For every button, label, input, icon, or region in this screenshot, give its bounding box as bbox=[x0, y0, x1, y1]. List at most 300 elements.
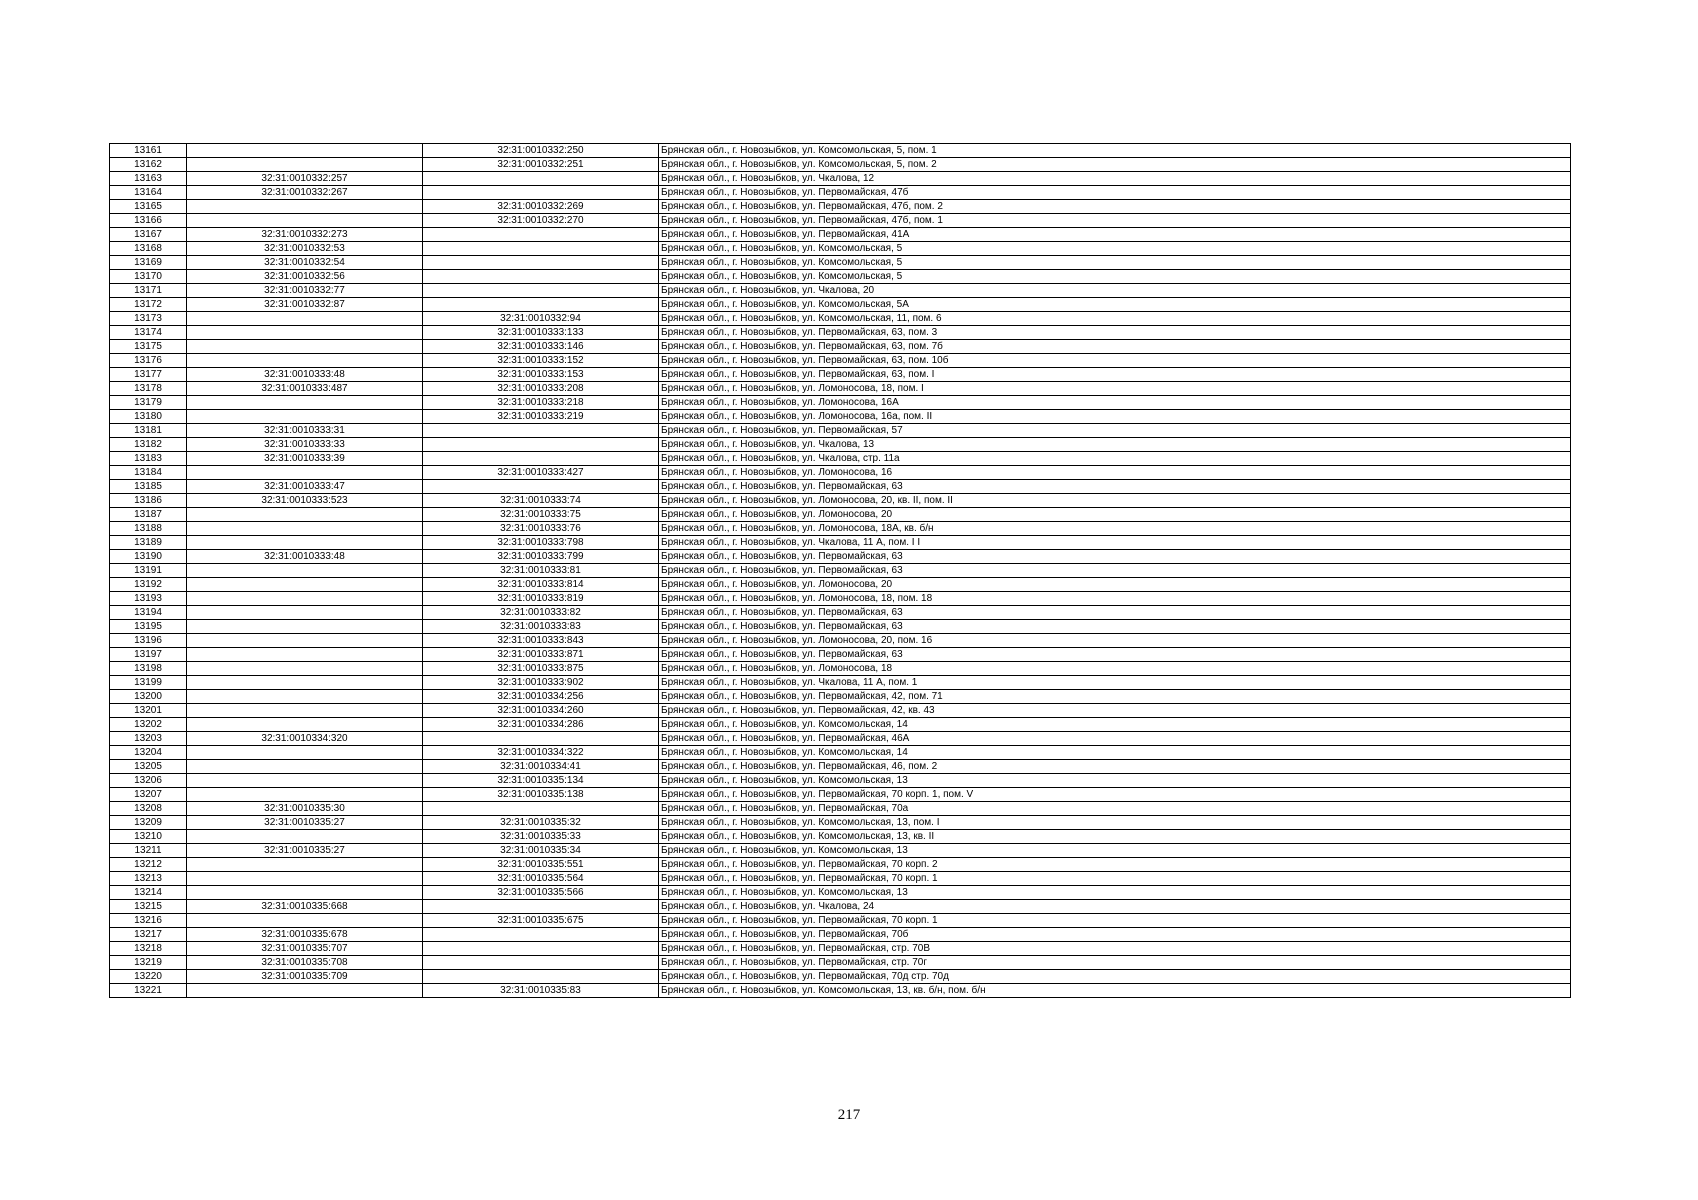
related-cadastral-number-cell: 32:31:0010333:875 bbox=[423, 662, 659, 676]
address-cell: Брянская обл., г. Новозыбков, ул. Чкалова, 11 А, пом. 1 bbox=[659, 676, 1571, 690]
cadastral-number-cell bbox=[187, 312, 423, 326]
row-number-cell: 13165 bbox=[110, 200, 187, 214]
related-cadastral-number-cell bbox=[423, 900, 659, 914]
cadastral-number-cell bbox=[187, 774, 423, 788]
cadastral-number-cell: 32:31:0010335:30 bbox=[187, 802, 423, 816]
address-cell: Брянская обл., г. Новозыбков, ул. Комсомольская, 13, кв. II bbox=[659, 830, 1571, 844]
related-cadastral-number-cell: 32:31:0010333:814 bbox=[423, 578, 659, 592]
row-number-cell: 13217 bbox=[110, 928, 187, 942]
address-cell: Брянская обл., г. Новозыбков, ул. Первомайская, 63, пом. 3 bbox=[659, 326, 1571, 340]
row-number-cell: 13213 bbox=[110, 872, 187, 886]
related-cadastral-number-cell: 32:31:0010334:256 bbox=[423, 690, 659, 704]
related-cadastral-number-cell: 32:31:0010333:74 bbox=[423, 494, 659, 508]
row-number-cell: 13169 bbox=[110, 256, 187, 270]
address-cell: Брянская обл., г. Новозыбков, ул. Первомайская, 42, кв. 43 bbox=[659, 704, 1571, 718]
table-row bbox=[110, 984, 1571, 998]
address-cell: Брянская обл., г. Новозыбков, ул. Первомайская, 63 bbox=[659, 550, 1571, 564]
related-cadastral-number-cell: 32:31:0010333:208 bbox=[423, 382, 659, 396]
row-number-cell: 13211 bbox=[110, 844, 187, 858]
row-number-cell: 13161 bbox=[110, 144, 187, 158]
related-cadastral-number-cell: 32:31:0010333:427 bbox=[423, 466, 659, 480]
table-row bbox=[110, 312, 1571, 326]
cadastral-number-cell: 32:31:0010332:56 bbox=[187, 270, 423, 284]
related-cadastral-number-cell bbox=[423, 424, 659, 438]
table-row bbox=[110, 718, 1571, 732]
related-cadastral-number-cell: 32:31:0010333:218 bbox=[423, 396, 659, 410]
row-number-cell: 13193 bbox=[110, 592, 187, 606]
cadastral-number-cell bbox=[187, 410, 423, 424]
row-number-cell: 13190 bbox=[110, 550, 187, 564]
row-number-cell: 13186 bbox=[110, 494, 187, 508]
address-cell: Брянская обл., г. Новозыбков, ул. Первомайская, стр. 70г bbox=[659, 956, 1571, 970]
row-number-cell: 13209 bbox=[110, 816, 187, 830]
related-cadastral-number-cell: 32:31:0010332:270 bbox=[423, 214, 659, 228]
address-cell: Брянская обл., г. Новозыбков, ул. Ломоносова, 16 bbox=[659, 466, 1571, 480]
table-row bbox=[110, 508, 1571, 522]
row-number-cell: 13191 bbox=[110, 564, 187, 578]
address-cell: Брянская обл., г. Новозыбков, ул. Ломоносова, 18А, кв. б/н bbox=[659, 522, 1571, 536]
table-row bbox=[110, 536, 1571, 550]
table-row bbox=[110, 340, 1571, 354]
cadastral-number-cell: 32:31:0010335:708 bbox=[187, 956, 423, 970]
table-row bbox=[110, 592, 1571, 606]
row-number-cell: 13219 bbox=[110, 956, 187, 970]
address-cell: Брянская обл., г. Новозыбков, ул. Чкалова, 13 bbox=[659, 438, 1571, 452]
row-number-cell: 13175 bbox=[110, 340, 187, 354]
cadastral-number-cell bbox=[187, 760, 423, 774]
cadastral-number-cell bbox=[187, 872, 423, 886]
related-cadastral-number-cell bbox=[423, 228, 659, 242]
table-row bbox=[110, 788, 1571, 802]
address-cell: Брянская обл., г. Новозыбков, ул. Ломоносова, 16А bbox=[659, 396, 1571, 410]
cadastral-number-cell: 32:31:0010335:678 bbox=[187, 928, 423, 942]
row-number-cell: 13194 bbox=[110, 606, 187, 620]
cadastral-number-cell bbox=[187, 564, 423, 578]
cadastral-number-cell bbox=[187, 508, 423, 522]
table-row bbox=[110, 620, 1571, 634]
related-cadastral-number-cell bbox=[423, 270, 659, 284]
table-row bbox=[110, 242, 1571, 256]
related-cadastral-number-cell: 32:31:0010333:75 bbox=[423, 508, 659, 522]
address-cell: Брянская обл., г. Новозыбков, ул. Комсомольская, 5, пом. 1 bbox=[659, 144, 1571, 158]
row-number-cell: 13176 bbox=[110, 354, 187, 368]
table-row bbox=[110, 256, 1571, 270]
row-number-cell: 13208 bbox=[110, 802, 187, 816]
cadastral-number-cell: 32:31:0010332:257 bbox=[187, 172, 423, 186]
address-cell: Брянская обл., г. Новозыбков, ул. Ломоносова, 20 bbox=[659, 578, 1571, 592]
address-cell: Брянская обл., г. Новозыбков, ул. Комсомольская, 13, пом. I bbox=[659, 816, 1571, 830]
cadastral-number-cell bbox=[187, 704, 423, 718]
cadastral-number-cell bbox=[187, 718, 423, 732]
address-cell: Брянская обл., г. Новозыбков, ул. Первомайская, 70а bbox=[659, 802, 1571, 816]
row-number-cell: 13188 bbox=[110, 522, 187, 536]
address-cell: Брянская обл., г. Новозыбков, ул. Ломоносова, 18 bbox=[659, 662, 1571, 676]
table-row bbox=[110, 942, 1571, 956]
related-cadastral-number-cell: 32:31:0010335:32 bbox=[423, 816, 659, 830]
row-number-cell: 13204 bbox=[110, 746, 187, 760]
table-row bbox=[110, 494, 1571, 508]
address-cell: Брянская обл., г. Новозыбков, ул. Первомайская, 70 корп. 1 bbox=[659, 872, 1571, 886]
related-cadastral-number-cell bbox=[423, 942, 659, 956]
table-row bbox=[110, 956, 1571, 970]
related-cadastral-number-cell: 32:31:0010333:146 bbox=[423, 340, 659, 354]
address-cell: Брянская обл., г. Новозыбков, ул. Первомайская, 47б, пом. 1 bbox=[659, 214, 1571, 228]
related-cadastral-number-cell: 32:31:0010335:564 bbox=[423, 872, 659, 886]
related-cadastral-number-cell bbox=[423, 284, 659, 298]
table-row bbox=[110, 578, 1571, 592]
cadastral-number-cell bbox=[187, 200, 423, 214]
table-row bbox=[110, 480, 1571, 494]
related-cadastral-number-cell: 32:31:0010335:33 bbox=[423, 830, 659, 844]
related-cadastral-number-cell: 32:31:0010333:81 bbox=[423, 564, 659, 578]
row-number-cell: 13216 bbox=[110, 914, 187, 928]
cadastral-number-cell bbox=[187, 648, 423, 662]
address-cell: Брянская обл., г. Новозыбков, ул. Ломоносова, 18, пом. 18 bbox=[659, 592, 1571, 606]
table-row bbox=[110, 774, 1571, 788]
table-row bbox=[110, 886, 1571, 900]
cadastral-number-cell: 32:31:0010333:31 bbox=[187, 424, 423, 438]
related-cadastral-number-cell: 32:31:0010334:286 bbox=[423, 718, 659, 732]
related-cadastral-number-cell: 32:31:0010335:34 bbox=[423, 844, 659, 858]
related-cadastral-number-cell: 32:31:0010332:94 bbox=[423, 312, 659, 326]
cadastral-number-cell: 32:31:0010333:39 bbox=[187, 452, 423, 466]
address-cell: Брянская обл., г. Новозыбков, ул. Чкалова, 20 bbox=[659, 284, 1571, 298]
cadastral-number-cell bbox=[187, 578, 423, 592]
row-number-cell: 13202 bbox=[110, 718, 187, 732]
related-cadastral-number-cell: 32:31:0010335:675 bbox=[423, 914, 659, 928]
row-number-cell: 13164 bbox=[110, 186, 187, 200]
row-number-cell: 13183 bbox=[110, 452, 187, 466]
related-cadastral-number-cell: 32:31:0010334:322 bbox=[423, 746, 659, 760]
row-number-cell: 13207 bbox=[110, 788, 187, 802]
table-row bbox=[110, 648, 1571, 662]
row-number-cell: 13185 bbox=[110, 480, 187, 494]
cadastral-number-cell: 32:31:0010333:487 bbox=[187, 382, 423, 396]
table-row bbox=[110, 662, 1571, 676]
address-cell: Брянская обл., г. Новозыбков, ул. Комсомольская, 13, кв. б/н, пом. б/н bbox=[659, 984, 1571, 998]
cadastral-number-cell bbox=[187, 522, 423, 536]
table-row bbox=[110, 214, 1571, 228]
address-cell: Брянская обл., г. Новозыбков, ул. Первомайская, 41А bbox=[659, 228, 1571, 242]
address-cell: Брянская обл., г. Новозыбков, ул. Первомайская, 47б bbox=[659, 186, 1571, 200]
address-cell: Брянская обл., г. Новозыбков, ул. Первомайская, 42, пом. 71 bbox=[659, 690, 1571, 704]
cadastral-number-cell: 32:31:0010335:27 bbox=[187, 844, 423, 858]
row-number-cell: 13198 bbox=[110, 662, 187, 676]
related-cadastral-number-cell bbox=[423, 480, 659, 494]
row-number-cell: 13215 bbox=[110, 900, 187, 914]
address-cell: Брянская обл., г. Новозыбков, ул. Первомайская, 70б bbox=[659, 928, 1571, 942]
row-number-cell: 13177 bbox=[110, 368, 187, 382]
table-row bbox=[110, 816, 1571, 830]
cadastral-number-cell: 32:31:0010335:668 bbox=[187, 900, 423, 914]
related-cadastral-number-cell: 32:31:0010333:843 bbox=[423, 634, 659, 648]
row-number-cell: 13170 bbox=[110, 270, 187, 284]
cadastral-number-cell: 32:31:0010334:320 bbox=[187, 732, 423, 746]
table-row bbox=[110, 354, 1571, 368]
cadastral-number-cell: 32:31:0010333:47 bbox=[187, 480, 423, 494]
table-row bbox=[110, 452, 1571, 466]
table-row bbox=[110, 200, 1571, 214]
cadastral-number-cell bbox=[187, 886, 423, 900]
address-cell: Брянская обл., г. Новозыбков, ул. Первомайская, стр. 70В bbox=[659, 942, 1571, 956]
row-number-cell: 13166 bbox=[110, 214, 187, 228]
row-number-cell: 13167 bbox=[110, 228, 187, 242]
table-row bbox=[110, 270, 1571, 284]
table-row bbox=[110, 284, 1571, 298]
row-number-cell: 13197 bbox=[110, 648, 187, 662]
address-cell: Брянская обл., г. Новозыбков, ул. Комсомольская, 5 bbox=[659, 270, 1571, 284]
table-row bbox=[110, 844, 1571, 858]
address-cell: Брянская обл., г. Новозыбков, ул. Ломоносова, 20 bbox=[659, 508, 1571, 522]
cadastral-number-cell bbox=[187, 690, 423, 704]
cadastral-number-cell bbox=[187, 634, 423, 648]
table-row bbox=[110, 676, 1571, 690]
address-cell: Брянская обл., г. Новозыбков, ул. Первомайская, 57 bbox=[659, 424, 1571, 438]
row-number-cell: 13178 bbox=[110, 382, 187, 396]
cadastral-number-cell: 32:31:0010332:54 bbox=[187, 256, 423, 270]
cadastral-number-cell bbox=[187, 788, 423, 802]
address-cell: Брянская обл., г. Новозыбков, ул. Ломоносова, 20, пом. 16 bbox=[659, 634, 1571, 648]
address-cell: Брянская обл., г. Новозыбков, ул. Чкалова, 12 bbox=[659, 172, 1571, 186]
related-cadastral-number-cell bbox=[423, 172, 659, 186]
related-cadastral-number-cell: 32:31:0010333:871 bbox=[423, 648, 659, 662]
cadastral-number-cell: 32:31:0010335:707 bbox=[187, 942, 423, 956]
related-cadastral-number-cell: 32:31:0010334:41 bbox=[423, 760, 659, 774]
row-number-cell: 13220 bbox=[110, 970, 187, 984]
address-cell: Брянская обл., г. Новозыбков, ул. Чкалова, 24 bbox=[659, 900, 1571, 914]
address-cell: Брянская обл., г. Новозыбков, ул. Чкалова, 11 А, пом. I I bbox=[659, 536, 1571, 550]
row-number-cell: 13196 bbox=[110, 634, 187, 648]
cadastral-number-cell bbox=[187, 858, 423, 872]
table-row bbox=[110, 704, 1571, 718]
row-number-cell: 13200 bbox=[110, 690, 187, 704]
address-cell: Брянская обл., г. Новозыбков, ул. Чкалова, стр. 11а bbox=[659, 452, 1571, 466]
registry-table bbox=[109, 143, 1571, 998]
row-number-cell: 13163 bbox=[110, 172, 187, 186]
table-row bbox=[110, 690, 1571, 704]
table-row bbox=[110, 746, 1571, 760]
related-cadastral-number-cell: 32:31:0010333:133 bbox=[423, 326, 659, 340]
cadastral-number-cell bbox=[187, 340, 423, 354]
cadastral-number-cell bbox=[187, 396, 423, 410]
table-row bbox=[110, 410, 1571, 424]
related-cadastral-number-cell bbox=[423, 732, 659, 746]
row-number-cell: 13162 bbox=[110, 158, 187, 172]
address-cell: Брянская обл., г. Новозыбков, ул. Ломоносова, 20, кв. II, пом. II bbox=[659, 494, 1571, 508]
cadastral-number-cell: 32:31:0010335:709 bbox=[187, 970, 423, 984]
related-cadastral-number-cell bbox=[423, 298, 659, 312]
table-row bbox=[110, 970, 1571, 984]
row-number-cell: 13210 bbox=[110, 830, 187, 844]
address-cell: Брянская обл., г. Новозыбков, ул. Комсомольская, 5А bbox=[659, 298, 1571, 312]
cadastral-number-cell bbox=[187, 326, 423, 340]
address-cell: Брянская обл., г. Новозыбков, ул. Комсомольская, 13 bbox=[659, 886, 1571, 900]
row-number-cell: 13214 bbox=[110, 886, 187, 900]
related-cadastral-number-cell bbox=[423, 802, 659, 816]
address-cell: Брянская обл., г. Новозыбков, ул. Комсомольская, 11, пом. 6 bbox=[659, 312, 1571, 326]
cadastral-number-cell bbox=[187, 676, 423, 690]
row-number-cell: 13199 bbox=[110, 676, 187, 690]
cadastral-number-cell: 32:31:0010333:33 bbox=[187, 438, 423, 452]
address-cell: Брянская обл., г. Новозыбков, ул. Комсомольская, 5 bbox=[659, 242, 1571, 256]
address-cell: Брянская обл., г. Новозыбков, ул. Комсомольская, 14 bbox=[659, 746, 1571, 760]
cadastral-number-cell bbox=[187, 620, 423, 634]
cadastral-number-cell: 32:31:0010333:523 bbox=[187, 494, 423, 508]
row-number-cell: 13221 bbox=[110, 984, 187, 998]
cadastral-number-cell bbox=[187, 354, 423, 368]
address-cell: Брянская обл., г. Новозыбков, ул. Первомайская, 63 bbox=[659, 620, 1571, 634]
table-row bbox=[110, 858, 1571, 872]
table-row bbox=[110, 368, 1571, 382]
row-number-cell: 13192 bbox=[110, 578, 187, 592]
cadastral-number-cell: 32:31:0010332:273 bbox=[187, 228, 423, 242]
registry-table-body bbox=[110, 144, 1571, 998]
cadastral-number-cell: 32:31:0010332:77 bbox=[187, 284, 423, 298]
row-number-cell: 13181 bbox=[110, 424, 187, 438]
address-cell: Брянская обл., г. Новозыбков, ул. Первомайская, 70д стр. 70д bbox=[659, 970, 1571, 984]
address-cell: Брянская обл., г. Новозыбков, ул. Комсомольская, 5, пом. 2 bbox=[659, 158, 1571, 172]
related-cadastral-number-cell: 32:31:0010332:250 bbox=[423, 144, 659, 158]
row-number-cell: 13180 bbox=[110, 410, 187, 424]
related-cadastral-number-cell: 32:31:0010335:566 bbox=[423, 886, 659, 900]
address-cell: Брянская обл., г. Новозыбков, ул. Первомайская, 63, пом. 7б bbox=[659, 340, 1571, 354]
cadastral-number-cell bbox=[187, 144, 423, 158]
related-cadastral-number-cell: 32:31:0010333:799 bbox=[423, 550, 659, 564]
table-row bbox=[110, 144, 1571, 158]
page-number: 217 bbox=[837, 1107, 861, 1123]
table-row bbox=[110, 732, 1571, 746]
address-cell: Брянская обл., г. Новозыбков, ул. Ломоносова, 18, пом. I bbox=[659, 382, 1571, 396]
address-cell: Брянская обл., г. Новозыбков, ул. Первомайская, 63 bbox=[659, 480, 1571, 494]
row-number-cell: 13171 bbox=[110, 284, 187, 298]
row-number-cell: 13168 bbox=[110, 242, 187, 256]
address-cell: Брянская обл., г. Новозыбков, ул. Первомайская, 46, пом. 2 bbox=[659, 760, 1571, 774]
row-number-cell: 13182 bbox=[110, 438, 187, 452]
address-cell: Брянская обл., г. Новозыбков, ул. Комсомольская, 13 bbox=[659, 774, 1571, 788]
address-cell: Брянская обл., г. Новозыбков, ул. Первомайская, 63 bbox=[659, 606, 1571, 620]
cadastral-number-cell bbox=[187, 158, 423, 172]
related-cadastral-number-cell: 32:31:0010333:819 bbox=[423, 592, 659, 606]
address-cell: Брянская обл., г. Новозыбков, ул. Первомайская, 63 bbox=[659, 648, 1571, 662]
cadastral-number-cell bbox=[187, 592, 423, 606]
table-row bbox=[110, 928, 1571, 942]
table-row bbox=[110, 382, 1571, 396]
address-cell: Брянская обл., г. Новозыбков, ул. Первомайская, 70 корп. 1, пом. V bbox=[659, 788, 1571, 802]
table-row bbox=[110, 550, 1571, 564]
address-cell: Брянская обл., г. Новозыбков, ул. Первомайская, 63 bbox=[659, 564, 1571, 578]
table-row bbox=[110, 438, 1571, 452]
address-cell: Брянская обл., г. Новозыбков, ул. Комсомольская, 5 bbox=[659, 256, 1571, 270]
row-number-cell: 13179 bbox=[110, 396, 187, 410]
cadastral-number-cell: 32:31:0010333:48 bbox=[187, 550, 423, 564]
related-cadastral-number-cell: 32:31:0010334:260 bbox=[423, 704, 659, 718]
related-cadastral-number-cell: 32:31:0010333:82 bbox=[423, 606, 659, 620]
row-number-cell: 13174 bbox=[110, 326, 187, 340]
address-cell: Брянская обл., г. Новозыбков, ул. Комсомольская, 14 bbox=[659, 718, 1571, 732]
cadastral-number-cell bbox=[187, 466, 423, 480]
address-cell: Брянская обл., г. Новозыбков, ул. Первомайская, 70 корп. 2 bbox=[659, 858, 1571, 872]
address-cell: Брянская обл., г. Новозыбков, ул. Ломоносова, 16а, пом. II bbox=[659, 410, 1571, 424]
cadastral-number-cell: 32:31:0010332:87 bbox=[187, 298, 423, 312]
table-row bbox=[110, 564, 1571, 578]
address-cell: Брянская обл., г. Новозыбков, ул. Первомайская, 47б, пом. 2 bbox=[659, 200, 1571, 214]
related-cadastral-number-cell: 32:31:0010335:134 bbox=[423, 774, 659, 788]
related-cadastral-number-cell bbox=[423, 242, 659, 256]
cadastral-number-cell bbox=[187, 914, 423, 928]
related-cadastral-number-cell bbox=[423, 438, 659, 452]
address-cell: Брянская обл., г. Новозыбков, ул. Первомайская, 70 корп. 1 bbox=[659, 914, 1571, 928]
table-row bbox=[110, 158, 1571, 172]
related-cadastral-number-cell: 32:31:0010333:83 bbox=[423, 620, 659, 634]
table-row bbox=[110, 606, 1571, 620]
row-number-cell: 13212 bbox=[110, 858, 187, 872]
table-row bbox=[110, 228, 1571, 242]
row-number-cell: 13189 bbox=[110, 536, 187, 550]
row-number-cell: 13201 bbox=[110, 704, 187, 718]
related-cadastral-number-cell bbox=[423, 956, 659, 970]
cadastral-number-cell bbox=[187, 214, 423, 228]
table-row bbox=[110, 424, 1571, 438]
row-number-cell: 13203 bbox=[110, 732, 187, 746]
related-cadastral-number-cell bbox=[423, 970, 659, 984]
table-row bbox=[110, 326, 1571, 340]
related-cadastral-number-cell: 32:31:0010335:138 bbox=[423, 788, 659, 802]
table-row bbox=[110, 914, 1571, 928]
row-number-cell: 13195 bbox=[110, 620, 187, 634]
related-cadastral-number-cell: 32:31:0010333:219 bbox=[423, 410, 659, 424]
row-number-cell: 13205 bbox=[110, 760, 187, 774]
row-number-cell: 13173 bbox=[110, 312, 187, 326]
row-number-cell: 13206 bbox=[110, 774, 187, 788]
related-cadastral-number-cell bbox=[423, 452, 659, 466]
cadastral-number-cell: 32:31:0010332:267 bbox=[187, 186, 423, 200]
related-cadastral-number-cell bbox=[423, 256, 659, 270]
related-cadastral-number-cell: 32:31:0010335:551 bbox=[423, 858, 659, 872]
table-row bbox=[110, 802, 1571, 816]
table-row bbox=[110, 396, 1571, 410]
cadastral-number-cell: 32:31:0010335:27 bbox=[187, 816, 423, 830]
address-cell: Брянская обл., г. Новозыбков, ул. Первомайская, 63, пом. I bbox=[659, 368, 1571, 382]
related-cadastral-number-cell bbox=[423, 186, 659, 200]
related-cadastral-number-cell: 32:31:0010333:798 bbox=[423, 536, 659, 550]
address-cell: Брянская обл., г. Новозыбков, ул. Первомайская, 46А bbox=[659, 732, 1571, 746]
cadastral-number-cell bbox=[187, 984, 423, 998]
row-number-cell: 13187 bbox=[110, 508, 187, 522]
related-cadastral-number-cell: 32:31:0010332:269 bbox=[423, 200, 659, 214]
related-cadastral-number-cell bbox=[423, 928, 659, 942]
cadastral-number-cell bbox=[187, 606, 423, 620]
row-number-cell: 13172 bbox=[110, 298, 187, 312]
row-number-cell: 13218 bbox=[110, 942, 187, 956]
table-row bbox=[110, 872, 1571, 886]
address-cell: Брянская обл., г. Новозыбков, ул. Комсомольская, 13 bbox=[659, 844, 1571, 858]
cadastral-number-cell bbox=[187, 536, 423, 550]
cadastral-number-cell: 32:31:0010333:48 bbox=[187, 368, 423, 382]
address-cell: Брянская обл., г. Новозыбков, ул. Первомайская, 63, пом. 10б bbox=[659, 354, 1571, 368]
cadastral-number-cell bbox=[187, 662, 423, 676]
cadastral-number-cell: 32:31:0010332:53 bbox=[187, 242, 423, 256]
related-cadastral-number-cell: 32:31:0010332:251 bbox=[423, 158, 659, 172]
cadastral-number-cell bbox=[187, 830, 423, 844]
table-row bbox=[110, 900, 1571, 914]
table-row bbox=[110, 466, 1571, 480]
related-cadastral-number-cell: 32:31:0010333:152 bbox=[423, 354, 659, 368]
cadastral-number-cell bbox=[187, 746, 423, 760]
table-row bbox=[110, 186, 1571, 200]
table-row bbox=[110, 634, 1571, 648]
table-row bbox=[110, 298, 1571, 312]
table-row bbox=[110, 172, 1571, 186]
